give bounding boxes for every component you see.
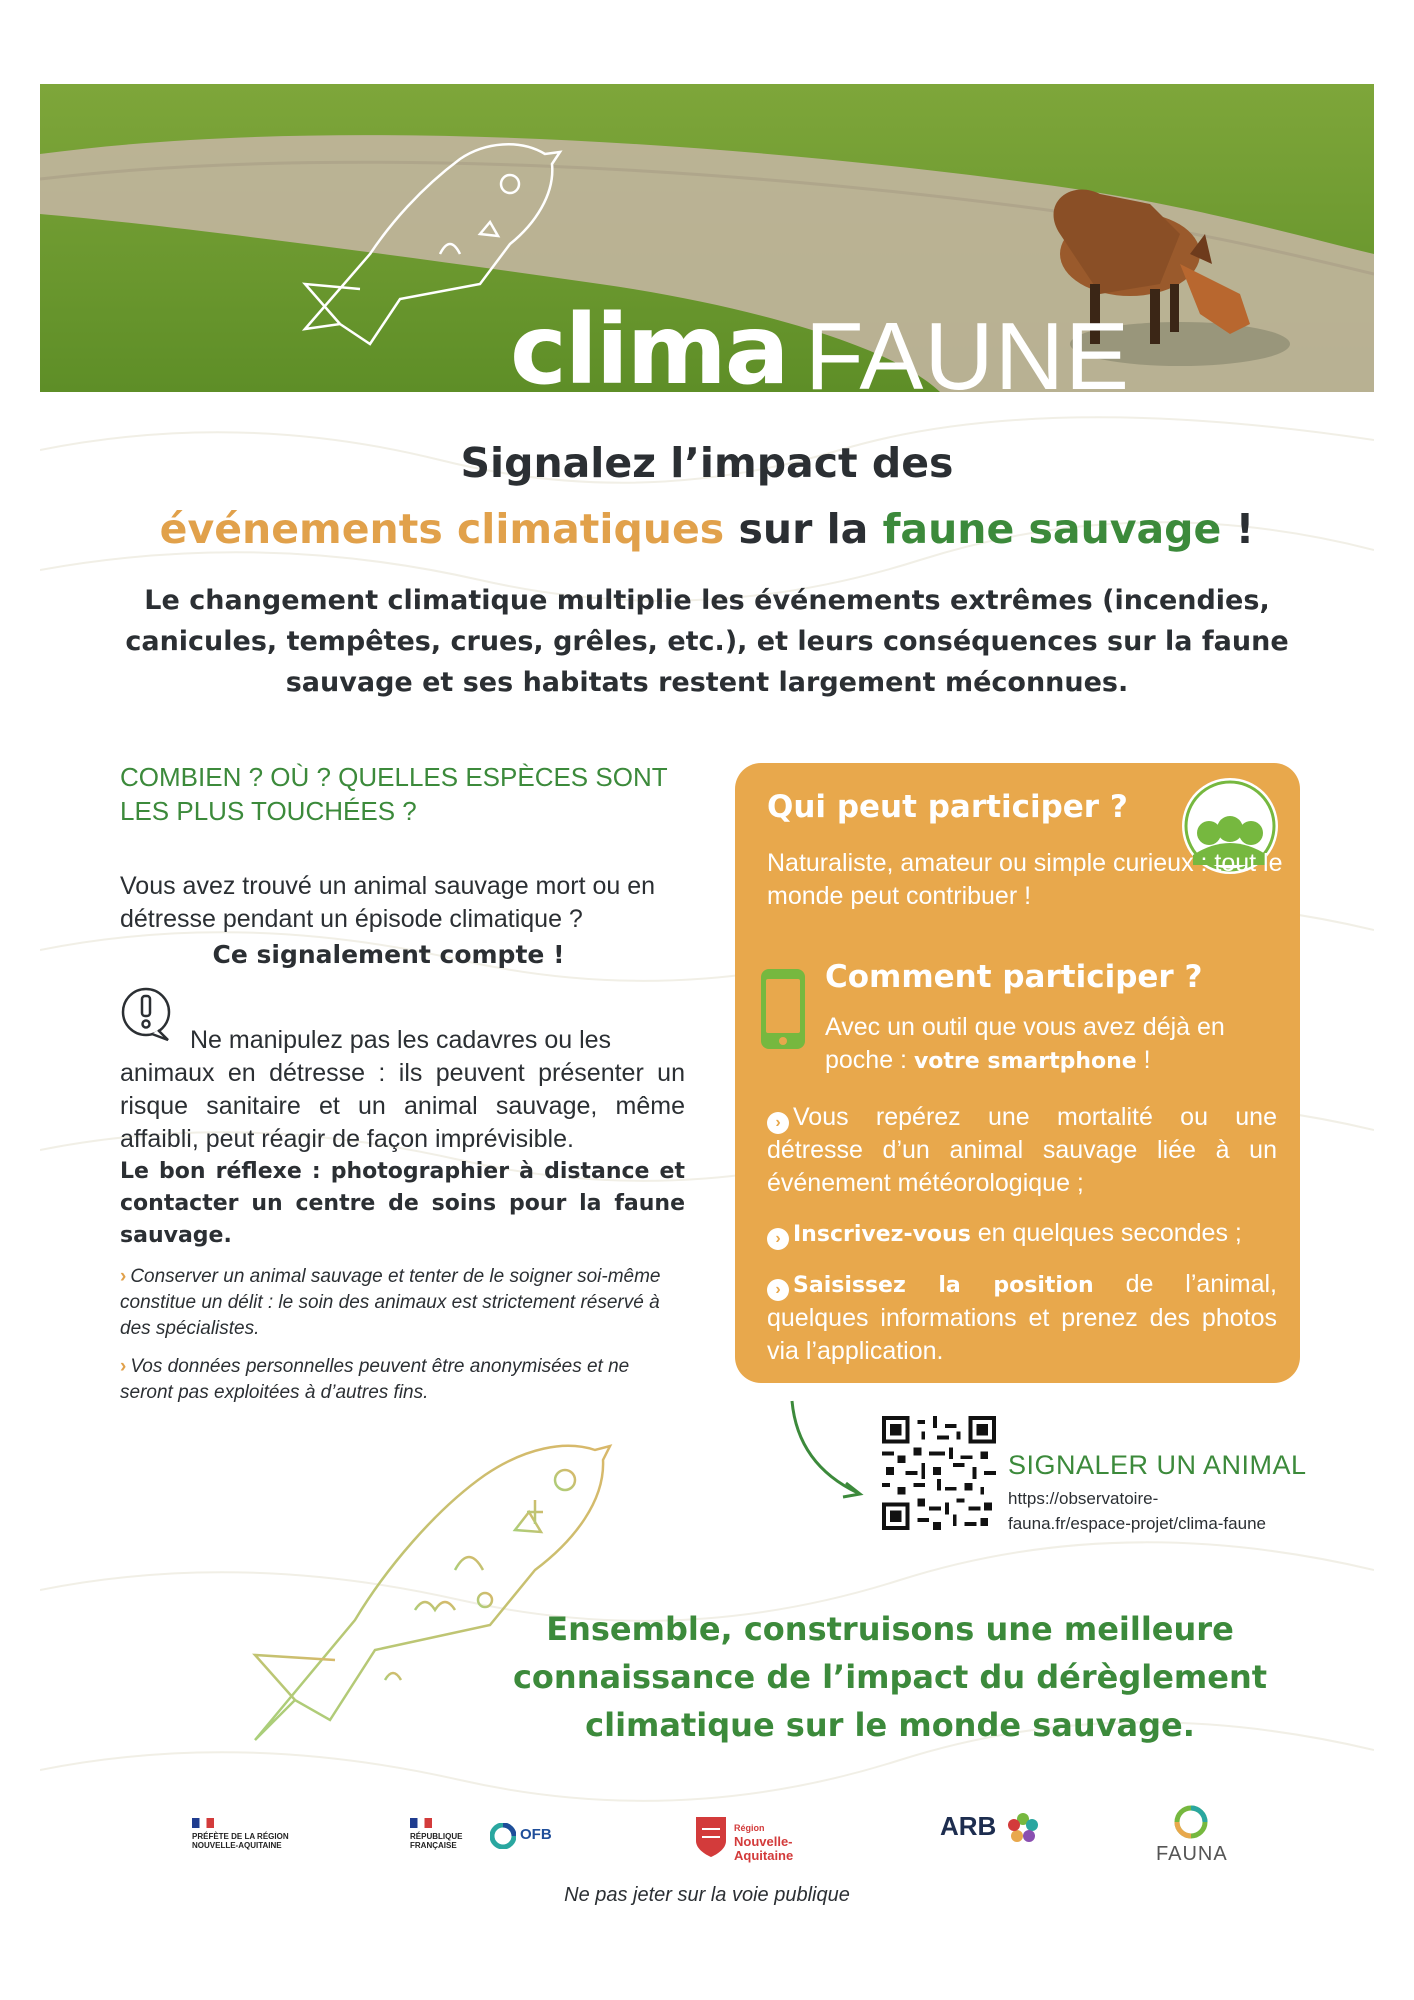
privacy-note-text: Vos données personnelles peuvent être anonymisées et ne seront pas exploitées à d’autres fins. — [120, 1356, 630, 1403]
counts-text: Ce signalement compte ! — [212, 940, 565, 969]
question-heading — [120, 760, 685, 828]
left-column — [120, 760, 685, 1406]
logo-ofb-text: OFB — [520, 1826, 552, 1843]
found-animal-text: Vous avez trouvé un animal sauvage mort ou en détresse pendant un épisode climatique ? — [120, 872, 656, 933]
ofb-icon — [490, 1823, 516, 1849]
headline-green: faune sauvage — [882, 505, 1222, 553]
how-text — [825, 1011, 1275, 1078]
step-2-text: en quelques secondes ; — [970, 1219, 1242, 1247]
reflex-text: Le bon réflexe : photographier à distance et contacter un centre de soins pour la faune sauvage. — [120, 1159, 685, 1248]
logo-fauna-text: FAUNA — [1156, 1843, 1228, 1865]
headline-line2 — [0, 496, 1414, 562]
chevron-right-icon: › — [120, 1356, 127, 1377]
arrow-circle-icon: › — [767, 1279, 789, 1301]
step-2-bold: Inscrivez-vous — [793, 1222, 971, 1247]
logo-arb-text: ARB — [940, 1811, 997, 1841]
qr-code[interactable] — [882, 1416, 996, 1530]
logo-clima: clima — [510, 294, 788, 392]
step-3-text: de l’animal, quelques informations et prenez des photos via l’application. — [767, 1270, 1277, 1365]
who-text: Naturaliste, amateur ou simple curieux : tout le monde peut contribuer ! — [767, 849, 1283, 910]
headline-line1: Signalez l’impact des — [460, 439, 954, 487]
step-1-text: Vous repérez une mortalité ou une détresse d’un animal sauvage liée à un événement météorologique ; — [767, 1103, 1277, 1197]
logo-faune: FAUNE — [805, 303, 1131, 392]
region-text — [734, 1821, 814, 1863]
warning-text — [120, 982, 685, 1156]
headline-end: ! — [1221, 505, 1255, 553]
french-flag-icon — [410, 1818, 432, 1828]
step-1 — [767, 1101, 1277, 1200]
question-line2: LES PLUS TOUCHÉES ? — [120, 796, 417, 826]
chevron-right-icon: › — [120, 1266, 127, 1287]
headline — [0, 430, 1414, 562]
participation-box — [735, 763, 1300, 1383]
report-animal-title: SIGNALER UN ANIMAL — [1008, 1450, 1307, 1480]
privacy-note — [120, 1354, 685, 1406]
fauna-shutter-icon — [1174, 1805, 1208, 1839]
partner-logos — [0, 1805, 1414, 1895]
how-text-bold: votre smartphone — [913, 1049, 1137, 1074]
headline-orange: événements climatiques — [159, 505, 725, 553]
legal-note-text: Conserver un animal sauvage et tenter de le soigner soi-même constitue un délit : le soin des animaux est strictement réservé à des spécialistes. — [120, 1266, 661, 1339]
how-text-end: ! — [1136, 1046, 1151, 1074]
curved-arrow-icon — [780, 1395, 870, 1505]
header-banner — [40, 84, 1374, 392]
question-line1: COMBIEN ? OÙ ? QUELLES ESPÈCES SONT — [120, 762, 668, 792]
who-title: Qui peut participer ? — [767, 789, 1128, 825]
intro-paragraph: Le changement climatique multiplie les événements extrêmes (incendies, canicules, tempêtes, crues, grêles, etc.), et leurs conséquences sur la faune sauvage et ses habitats restent largement méconnues. — [125, 585, 1289, 698]
warning-rest: animaux en détresse : ils peuvent présenter un risque sanitaire et un animal sauvage, même affaibli, peut réagir de façon imprévisible. — [120, 1059, 685, 1153]
region-name: Nouvelle-Aquitaine — [734, 1834, 794, 1863]
warning-first-line: Ne manipulez pas les cadavres ou les — [190, 1026, 612, 1054]
step-2 — [767, 1217, 1277, 1251]
how-title: Comment participer ? — [825, 959, 1203, 995]
arb-flower-icon — [1006, 1811, 1040, 1845]
logo-republique-text: RÉPUBLIQUE FRANÇAISE — [410, 1832, 463, 1850]
logo-prefete-text: PRÉFÈTE DE LA RÉGION NOUVELLE-AQUITAINE — [192, 1832, 289, 1850]
arrow-circle-icon: › — [767, 1228, 789, 1250]
step-3-bold: Saisissez la position — [793, 1273, 1094, 1298]
step-3 — [767, 1268, 1277, 1368]
french-flag-icon — [192, 1818, 214, 1828]
logo-region — [694, 1815, 834, 1863]
logo-ofb — [410, 1813, 580, 1850]
logo-prefete — [192, 1813, 312, 1850]
region-shield-icon — [694, 1815, 728, 1859]
legal-note — [120, 1264, 685, 1342]
steps-list — [767, 1101, 1277, 1385]
headline-mid: sur la — [724, 505, 883, 553]
logo-fauna — [1156, 1805, 1226, 1866]
smartphone-icon — [759, 967, 807, 1051]
conclusion-text: Ensemble, construisons une meilleure connaissance de l’impact du dérèglement climatique sur le monde sauvage. — [512, 1610, 1268, 1744]
how-text-main: Avec un outil que vous avez déjà en poche : — [825, 1013, 1225, 1074]
logo-arb — [940, 1811, 1040, 1842]
region-small: Région — [734, 1823, 765, 1833]
arrow-circle-icon: › — [767, 1112, 789, 1134]
warning-block — [120, 982, 685, 1252]
footer-note: Ne pas jeter sur la voie publique — [564, 1884, 850, 1906]
report-url-link[interactable]: https://observatoire-fauna.fr/espace-projet/clima-faune — [1008, 1489, 1266, 1533]
exclamation-bubble-icon — [116, 982, 182, 1048]
